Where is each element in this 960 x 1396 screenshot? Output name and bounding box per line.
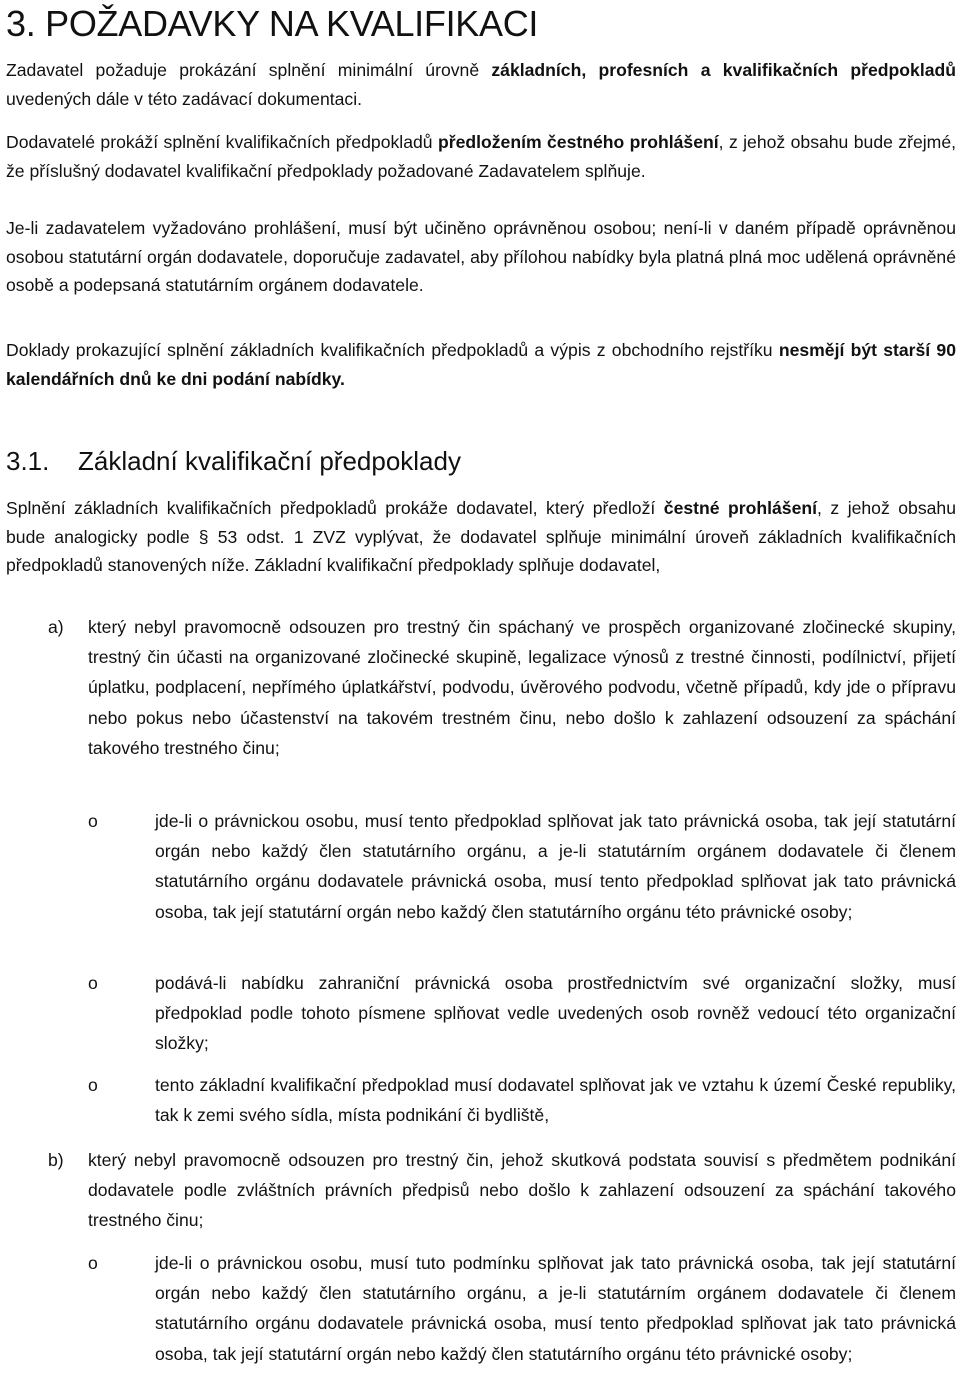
declaration-paragraph bbox=[6, 128, 956, 185]
list-subitem-a1: jde-li o právnickou osobu, musí tento předpoklad splňovat jak tato právnická osoba, tak její statutární orgán nebo každý člen statutárního orgánu, a je-li statutárním orgánem dodavatele či členem statutárního orgánu dodavatele právnická osoba, musí tento předpoklad splňovat jak tato právnická osoba, tak její statutární orgán nebo každý člen statutárního orgánu této právnické osoby; bbox=[155, 811, 956, 922]
list-subitem-b1: jde-li o právnickou osobu, musí tuto podmínku splňovat jak tato právnická osoba, tak její statutární orgán nebo každý člen statutárního orgánu, a je-li statutárním orgánem dodavatele či členem statutárního orgánu dodavatele právnická osoba, musí tento předpoklad splňovat jak tato právnická osoba, tak její statutární orgán nebo každý člen statutárního orgánu této právnické osoby; bbox=[155, 1253, 956, 1364]
bullet-marker: o bbox=[88, 1253, 98, 1273]
section-heading bbox=[6, 441, 461, 481]
list-marker-b: b) bbox=[48, 1150, 64, 1170]
basic-qualification-text-end: , z jehož obsahu bude analogicky podle § 53 odst. 1 ZVZ vyplývat, že dodavatel splňuje minimální úroveň základních kvalifikačních předpokladů stanovených níže. Základní kvalifikační předpoklady splňuje dodavatel, bbox=[6, 498, 956, 575]
list-subitem-a2: podává-li nabídku zahraniční právnická osoba prostřednictvím své organizační složky, musí předpoklad podle tohoto písmene splňovat vedle uvedených osob rovněž vedoucí této organizační složky; bbox=[155, 973, 956, 1054]
documents-text: Doklady prokazující splnění základních kvalifikačních předpokladů a výpis z obchodního rejstříku bbox=[6, 340, 779, 360]
basic-qualification-bold-text: čestné prohlášení bbox=[663, 498, 818, 518]
page-title: 3. POŽADAVKY NA KVALIFIKACI bbox=[6, 3, 539, 44]
intro-text: Zadavatel požaduje prokázání splnění minimální úrovně bbox=[6, 60, 492, 80]
basic-qualification-text: Splnění základních kvalifikačních předpokladů prokáže dodavatel, který předloží bbox=[6, 498, 664, 518]
section-number: 3.1. bbox=[6, 446, 50, 476]
documents-paragraph bbox=[6, 336, 956, 393]
intro-bold-text: základních, profesních a kvalifikačních předpokladů bbox=[491, 60, 956, 80]
bullet-marker: o bbox=[88, 811, 98, 831]
list-subitem-a3: tento základní kvalifikační předpoklad musí dodavatel splňovat jak ve vztahu k území České republiky, tak k zemi svého sídla, místa podnikání či bydliště, bbox=[155, 1075, 956, 1126]
list-marker-a: a) bbox=[48, 617, 64, 637]
declaration-text: Dodavatelé prokáží splnění kvalifikačních předpokladů bbox=[6, 132, 438, 152]
list-item-b: který nebyl pravomocně odsouzen pro trestný čin, jehož skutková podstata souvisí s předmětem podnikání dodavatele podle zvláštních právních předpisů nebo došlo k zahlazení odsouzení za spáchání takového trestného činu; bbox=[88, 1150, 956, 1231]
authorization-paragraph: Je-li zadavatelem vyžadováno prohlášení, musí být učiněno oprávněnou osobou; není-li v daném případě oprávněnou osobou statutární orgán dodavatele, doporučuje zadavatel, aby přílohou nabídky byla platná plná moc udělená oprávněné osobě a podepsaná statutárním orgánem dodavatele. bbox=[6, 218, 956, 295]
intro-text-end: uvedených dále v této zadávací dokumentaci. bbox=[6, 88, 363, 109]
bullet-marker: o bbox=[88, 973, 98, 993]
declaration-text-end: , z jehož obsahu bude zřejmé, že příslušný dodavatel kvalifikační předpoklady požadované Zadavatelem splňuje. bbox=[6, 132, 956, 181]
documents-bold-text: nesmějí být starší 90 kalendářních dnů ke dni podání nabídky. bbox=[6, 340, 956, 389]
declaration-bold-text: předložením čestného prohlášení bbox=[437, 132, 719, 152]
intro-paragraph bbox=[6, 56, 956, 113]
basic-qualification-paragraph bbox=[6, 494, 956, 580]
bullet-marker: o bbox=[88, 1075, 98, 1095]
list-item-a: který nebyl pravomocně odsouzen pro trestný čin spáchaný ve prospěch organizované zločinecké skupiny, trestný čin účasti na organizované zločinecké skupině, legalizace výnosů z trestné činnosti, podílnictví, přijetí úplatku, podplacení, nepřímého úplatkářství, podvodu, úvěrového podvodu, včetně případů, kdy jde o přípravu nebo pokus nebo účastenství na takovém trestném činu, nebo došlo k zahlazení odsouzení za spáchání takového trestného činu; bbox=[88, 617, 956, 758]
section-title: Základní kvalifikační předpoklady bbox=[78, 446, 461, 476]
